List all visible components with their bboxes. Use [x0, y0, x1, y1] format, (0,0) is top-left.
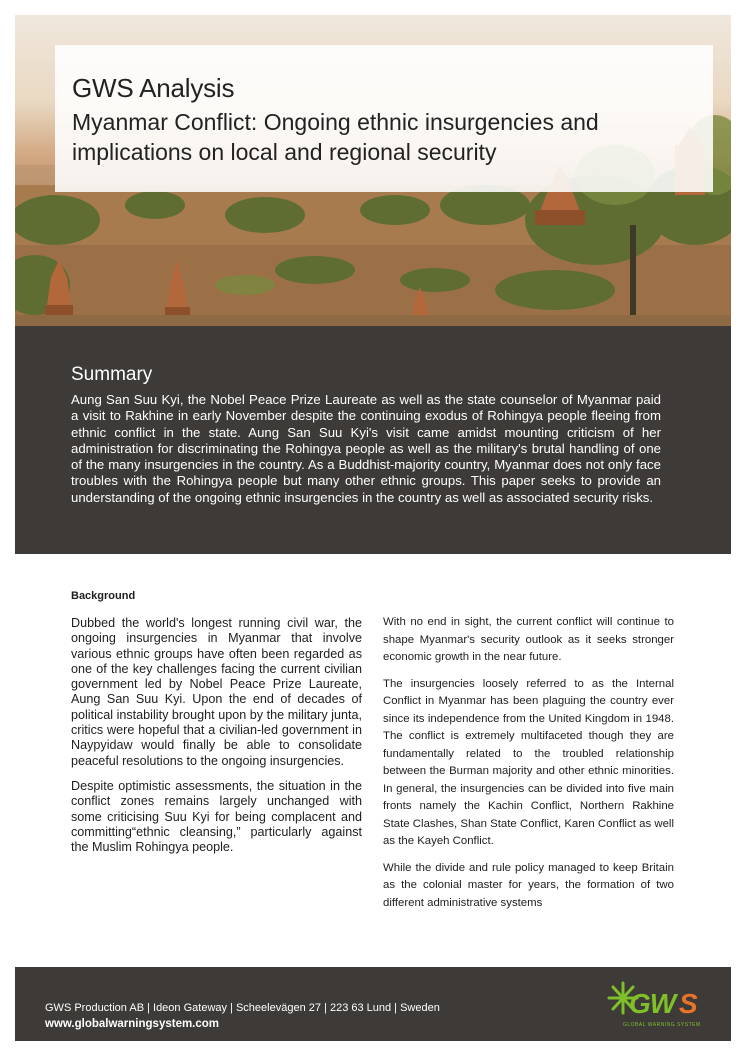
footer	[15, 967, 731, 1041]
title-box	[55, 45, 713, 192]
report-title: Myanmar Conflict: Ongoing ethnic insurgencies and implications on local and regional security	[72, 109, 599, 165]
footer-address: GWS Production AB | Ideon Gateway | Scheelevägen 27 | 223 63 Lund | Sweden	[45, 1002, 440, 1014]
logo-mark	[605, 979, 715, 1021]
paragraph: While the divide and rule policy managed to keep Britain as the colonial master for years, the formation of two different administrative systems	[383, 861, 674, 909]
background-heading: Background	[71, 590, 136, 602]
summary-panel	[15, 326, 731, 554]
gws-logo-icon	[605, 979, 715, 1031]
paragraph: Despite optimistic assessments, the situation in the conflict zones remains largely unchanged with some criticising Suu Kyi for being complacent and committing“ethnic cleansing,” particularly against the Muslim Rohingya people.	[71, 778, 362, 855]
footer-website-link[interactable]: www.globalwarningsystem.com	[45, 1018, 220, 1030]
svg-text:S: S	[679, 988, 698, 1019]
report-kicker: GWS Analysis	[72, 73, 235, 103]
summary-heading: Summary	[71, 364, 153, 385]
right-column	[383, 614, 674, 921]
paragraph: Dubbed the world's longest running civil war, the ongoing insurgencies in Myanmar that involve various ethnic groups have often been regarded as one of the key challenges facing the current civilian government led by Nobel Peace Prize Laureate, Aung San Suu Kyi. Upon the end of decades of political instability brought upon by the military junta, critics were hopeful that a civilian-led government in Naypyidaw would finally be able to consolidate peaceful resolutions to the ongoing insurgencies.	[71, 616, 362, 768]
paragraph: The insurgencies loosely referred to as the Internal Conflict in Myanmar has been plaguing the country ever since its independence from the United Kingdom in 1948. The conflict is extremely multifaceted though they are fundamentally related to the troubled relationship between the Burman majority and other ethnic minorities. In general, the insurgencies can be divided into five main fronts namely the Kachin Conflict, Northern Rakhine State Clashes, Shan State Conflict, Karen Conflict as well as the Kayeh Conflict.	[383, 677, 674, 847]
summary-body: Aung San Suu Kyi, the Nobel Peace Prize Laureate as well as the state counselor of Myanmar paid a visit to Rakhine in early November despite the continuing exodus of Rohingya people fleeing from ethnic conflict in the state. Aung San Suu Kyi's visit came amidst mounting criticism of her administration for discriminating the Rohingya people as well as the military's brutal handling of one of the many insurgencies in the country. As a Buddhist-majority country, Myanmar does not only face troubles with the Rohingya people but many other ethnic groups. This paper seeks to provide an understanding of the ongoing ethnic insurgencies in the country as well as associated security risks.	[71, 392, 661, 505]
left-column	[71, 590, 362, 865]
svg-text:GW: GW	[629, 988, 676, 1019]
paragraph: With no end in sight, the current conflict will continue to shape Myanmar's security outlook as it seeks stronger economic growth in the near future.	[383, 616, 674, 663]
hero-image	[15, 15, 731, 326]
logo-tagline: GLOBAL WARNING SYSTEM	[623, 1022, 701, 1028]
